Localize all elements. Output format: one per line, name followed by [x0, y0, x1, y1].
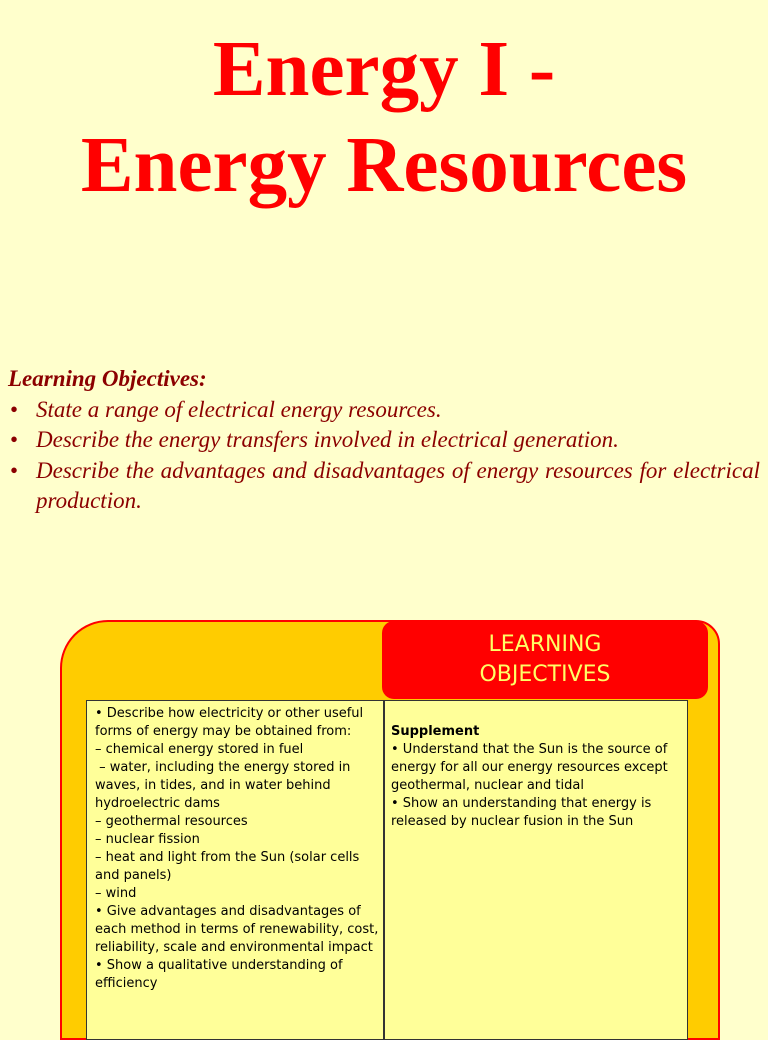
title-line-1: Energy I - — [212, 26, 556, 113]
bullet-icon: • — [10, 396, 19, 422]
objective-text: Describe the advantages and disadvantages of energy resources for electrical production. — [36, 457, 760, 513]
slide-title — [0, 22, 768, 214]
objectives-list — [8, 395, 760, 517]
core-text: • Describe how electricity or other useful forms of energy may be obtained from: – chemical energy stored in fuel – water, including the energy stored in waves, in tides, and in water behind hydroelectric dams – geothermal resources – nuclear fission – heat and light from the Sun (solar cells and panels) – wind • Give advantages and disadvantages of each method in terms of renewability, cost, reliability, scale and environmental impact • Show a qualitative understanding of efficiency — [95, 706, 379, 991]
badge-line-1: LEARNING — [488, 632, 602, 657]
bullet-icon: • — [10, 427, 19, 452]
core-column — [87, 701, 385, 1039]
objectives-heading: Learning Objectives: — [8, 366, 207, 391]
supplement-heading: Supplement — [391, 724, 480, 739]
title-line-2: Energy Resources — [80, 122, 688, 209]
supplement-text: • Understand that the Sun is the source of energy for all our energy resources except geothermal, nuclear and tidal • Show an understanding that energy is released by nuclear fusion in the Sun — [391, 742, 668, 829]
badge-line-2: OBJECTIVES — [479, 662, 611, 687]
objective-item — [8, 456, 760, 517]
supplement-column — [385, 701, 687, 1039]
objective-item — [8, 395, 760, 426]
learning-objectives — [8, 364, 760, 517]
objective-item — [8, 425, 760, 456]
learning-objectives-badge — [382, 621, 708, 699]
objective-text: State a range of electrical energy resources. — [36, 396, 442, 422]
objective-text: Describe the energy transfers involved in electrical generation. — [36, 427, 619, 452]
syllabus-table — [86, 700, 688, 1040]
bullet-icon: • — [10, 457, 19, 483]
